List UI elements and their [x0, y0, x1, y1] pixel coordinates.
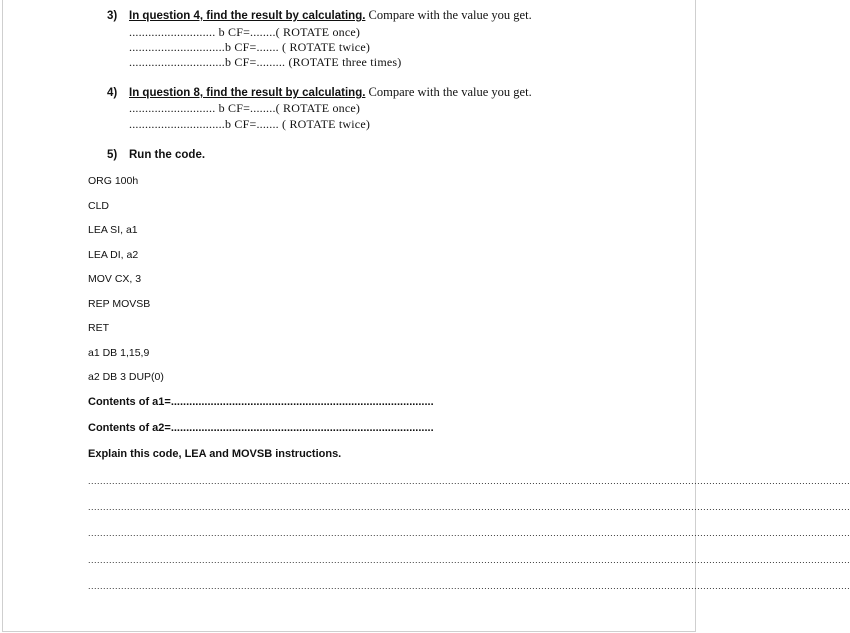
code-line: MOV CX, 3 — [88, 273, 142, 285]
question-3-answer-line: ........................... b CF=........( ROTATE once) — [129, 25, 361, 39]
question-4-number: 4) — [107, 87, 118, 99]
code-line: ORG 100h — [88, 175, 139, 187]
code-line: LEA DI, a2 — [88, 249, 139, 261]
question-3-answer-line: ..............................b CF=....... ( ROTATE twice) — [129, 40, 371, 54]
code-line: a1 DB 1,15,9 — [88, 347, 150, 359]
answer-line: .............................................................................................................................................................................................................................................................. — [88, 528, 850, 538]
question-5-number: 5) — [107, 149, 118, 161]
question-4-title: In question 8, find the result by calculating. — [129, 87, 366, 99]
answer-line: .............................................................................................................................................................................................................................................................. — [88, 555, 850, 565]
code-line: a2 DB 3 DUP(0) — [88, 371, 164, 383]
question-5-title: Run the code. — [129, 149, 206, 161]
question-3-number: 3) — [107, 10, 118, 22]
question-4-instruction: Compare with the value you get. — [365, 85, 532, 99]
code-line: REP MOVSB — [88, 298, 151, 310]
question-3-answer-line: ..............................b CF=......... (ROTATE three times) — [129, 55, 402, 69]
code-line: RET — [88, 322, 109, 334]
question-3-title: In question 4, find the result by calculating. — [129, 10, 366, 22]
contents-a1-field: Contents of a1=...................................................................................... — [88, 396, 434, 408]
explain-prompt: Explain this code, LEA and MOVSB instructions. — [88, 448, 342, 460]
answer-line: .............................................................................................................................................................................................................................................................. — [88, 581, 850, 591]
question-3-instruction: Compare with the value you get. — [365, 8, 532, 22]
question-5-heading — [107, 149, 205, 161]
code-line: LEA SI, a1 — [88, 224, 138, 236]
question-4-answer-line: ........................... b CF=........( ROTATE once) — [129, 101, 361, 115]
contents-a2-field: Contents of a2=...................................................................................... — [88, 422, 434, 434]
answer-line: .............................................................................................................................................................................................................................................................. — [88, 502, 850, 512]
question-4-heading — [107, 85, 532, 100]
code-line: CLD — [88, 200, 110, 212]
answer-line: .............................................................................................................................................................................................................................................................. — [88, 476, 850, 486]
question-3-heading — [107, 8, 532, 23]
question-4-answer-line: ..............................b CF=....... ( ROTATE twice) — [129, 117, 371, 131]
